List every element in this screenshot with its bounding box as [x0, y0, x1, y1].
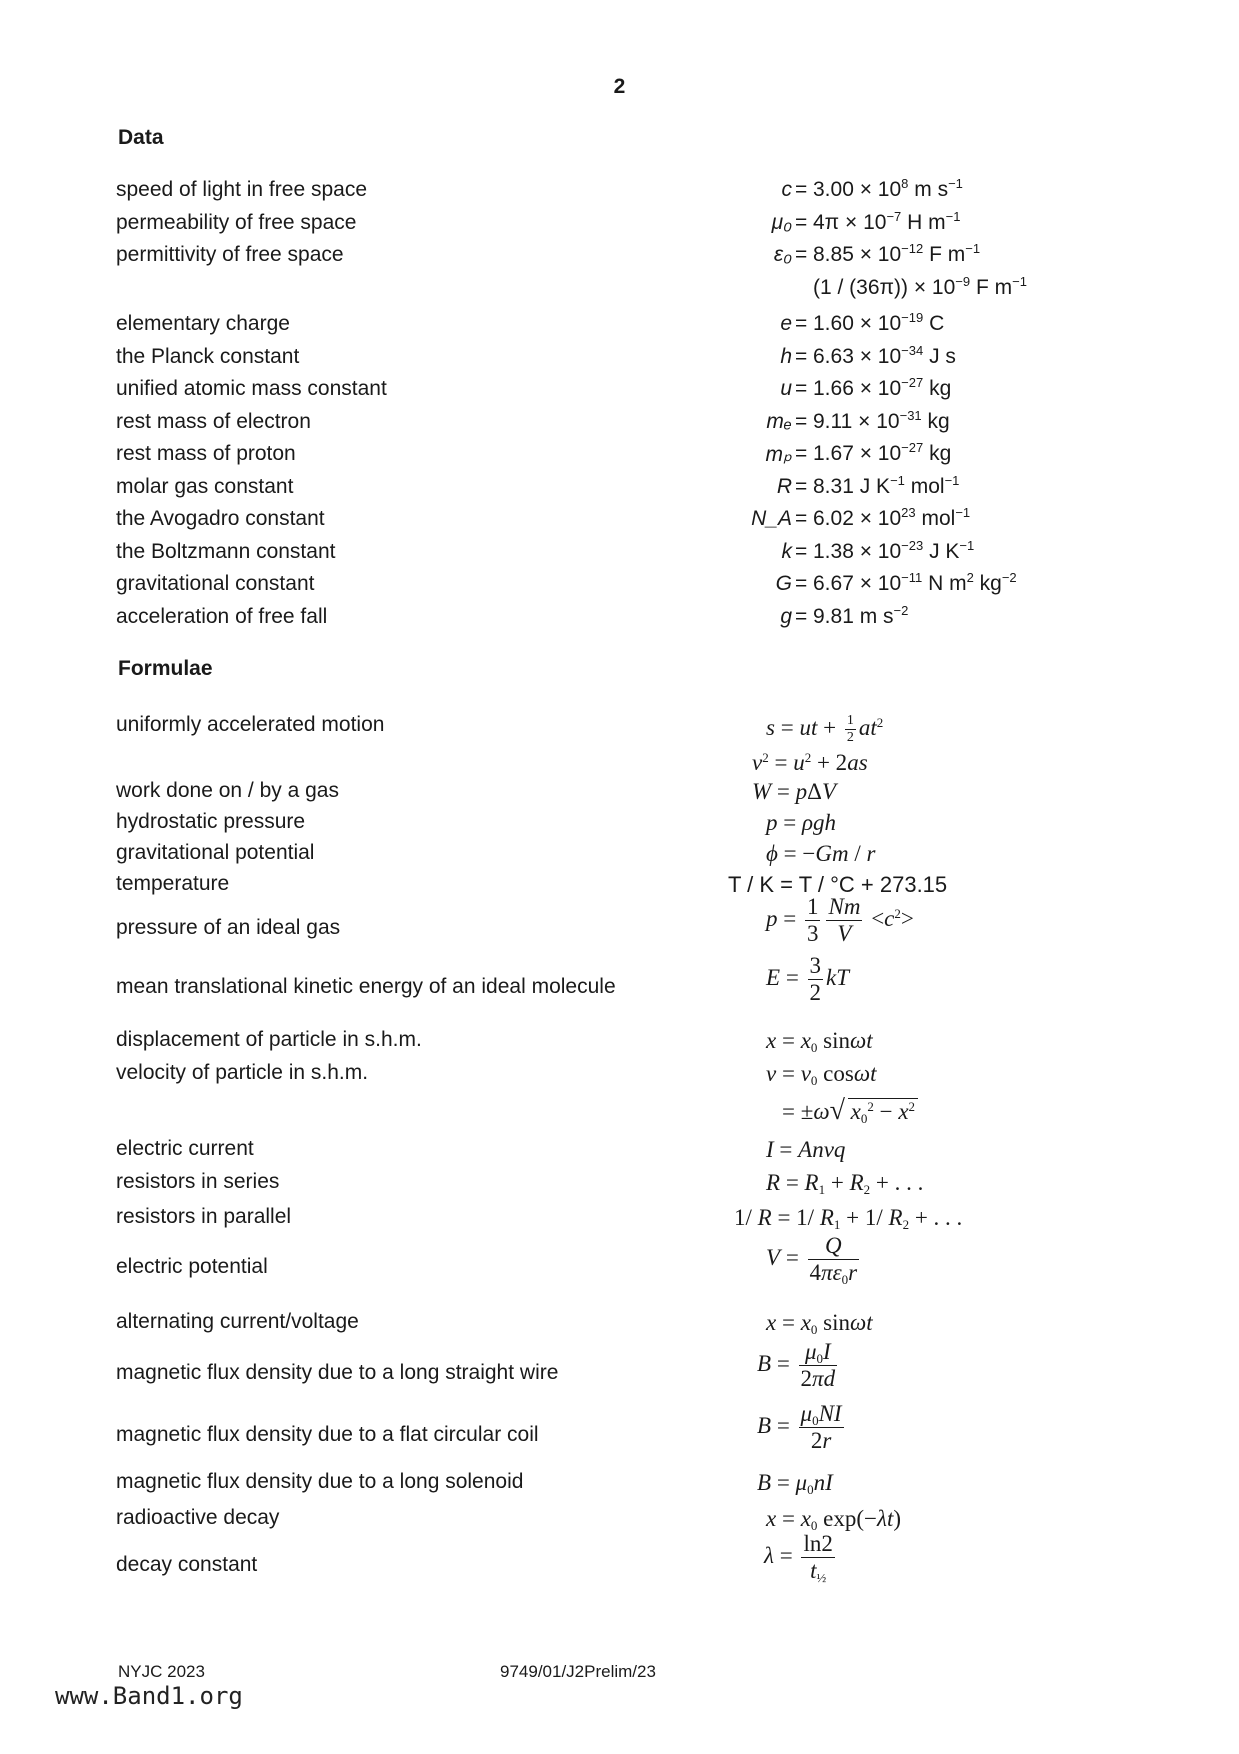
formula-label: radioactive decay — [116, 1506, 280, 1529]
formula-current: I = Anvq — [766, 1137, 846, 1162]
formula-row-hydrostatic — [0, 810, 1239, 842]
formula-row-potential — [0, 1233, 1239, 1288]
constant-symbol: e — [780, 312, 792, 335]
constant-name: permittivity of free space — [116, 243, 344, 266]
formula-row-uniform-motion — [0, 713, 1239, 745]
constant-name: elementary charge — [116, 312, 290, 335]
value-unit: kg — [923, 442, 952, 465]
constant-name: gravitational constant — [116, 572, 315, 595]
formula-parallel: 1/ R = 1/ $R_1 + 1/$ $R_2$ + . . . — [734, 1205, 963, 1232]
footer-center: 9749/01/J2Prelim/23 — [500, 1662, 656, 1681]
equals-sign: = — [795, 572, 808, 595]
formula-row-ideal-gas — [0, 894, 1239, 948]
formula-row-ac — [0, 1310, 1239, 1342]
constant-value — [813, 602, 909, 629]
formula-wire: B = $\frac{\mu_0I}{2\pi d}$ — [757, 1339, 836, 1392]
constant-value — [813, 537, 975, 564]
formula-row-series — [0, 1170, 1239, 1202]
formula-label: decay constant — [116, 1553, 258, 1576]
formula-label: magnetic flux density due to a flat circular coil — [116, 1423, 539, 1446]
constant-row — [0, 243, 1239, 275]
constant-symbol: k — [781, 539, 792, 563]
constant-name: rest mass of proton — [116, 442, 296, 465]
constant-name: speed of light in free space — [116, 178, 367, 201]
value-unit-2: kg — [973, 572, 1002, 595]
equals-sign: = — [795, 539, 808, 563]
constant-value — [813, 572, 1017, 596]
formula-label: displacement of particle in s.h.m. — [116, 1028, 422, 1051]
constant-value — [813, 312, 944, 336]
constant-row — [0, 312, 1239, 344]
constant-name: molar gas constant — [116, 474, 294, 498]
value-exponent: −23 — [901, 537, 924, 553]
value-unit: mol — [904, 474, 945, 498]
equals-sign: = — [795, 178, 808, 201]
value-mantissa: 1.67 × 10 — [813, 442, 902, 465]
formula-row-work-gas — [0, 779, 1239, 811]
constant-value — [813, 377, 951, 401]
formula-row-shm-velocity-2 — [0, 1095, 1239, 1131]
formula-radioactive: $x = x_0$ exp(−λt) — [766, 1506, 902, 1533]
constant-name: permeability of free space — [116, 210, 357, 234]
formula-label: magnetic flux density due to a long solenoid — [116, 1470, 524, 1493]
formula-decay-const: λ = $\frac{\ln 2}{t_{\frac{1}{2}}}$ — [764, 1531, 833, 1586]
value-unit: m s — [908, 178, 949, 201]
formula-series: $R = R_1 + R_2$ + . . . — [766, 1170, 924, 1197]
constant-name: the Boltzmann constant — [116, 539, 336, 563]
constant-value — [813, 472, 960, 499]
value-mantissa: 9.11 × 10 — [813, 409, 900, 433]
unit-exponent: −1 — [944, 472, 960, 488]
value-unit: N m — [922, 572, 967, 595]
formula-row-parallel — [0, 1205, 1239, 1237]
constant-row — [0, 407, 1239, 442]
formula-temperature: T / K = T / °C + 273.15 — [728, 872, 948, 897]
constant-symbol: c — [781, 178, 792, 201]
unit-exponent: −1 — [955, 505, 971, 520]
formula-label: resistors in series — [116, 1170, 280, 1193]
value-exponent: −1 — [890, 472, 905, 488]
constant-row — [0, 572, 1239, 604]
constant-value — [813, 342, 956, 369]
value-mantissa: 1.38 × 10 — [813, 539, 902, 563]
value-exponent: 8 — [901, 176, 909, 191]
constant-symbol: mₚ — [765, 443, 792, 466]
formula-shm-displacement: $x = x_0$ sinωt — [766, 1028, 873, 1055]
value-mantissa: 1.60 × 10 — [813, 312, 902, 335]
unit-2-exponent: −2 — [1001, 570, 1017, 585]
value-unit: F m — [970, 275, 1013, 299]
value-mantissa: 8.85 × 10 — [813, 243, 902, 266]
constant-name: acceleration of free fall — [116, 604, 328, 628]
constant-name: unified atomic mass constant — [116, 377, 387, 400]
constant-name: the Planck constant — [116, 344, 300, 368]
formula-label: velocity of particle in s.h.m. — [116, 1061, 369, 1084]
formula-label: hydrostatic pressure — [116, 810, 306, 833]
formula-row-coil — [0, 1401, 1239, 1455]
value-mantissa: 4π × 10 — [813, 210, 887, 234]
constant-value — [813, 407, 950, 434]
unit-exponent: −1 — [965, 241, 981, 256]
formula-row-solenoid — [0, 1470, 1239, 1502]
footer-left: NYJC 2023 — [118, 1662, 205, 1681]
formula-row-grav-potential — [0, 841, 1239, 873]
formula-suvat-1: s = ut + $\frac{1}{2}$ $at^2$ — [766, 713, 884, 746]
value-unit: C — [923, 312, 945, 335]
constant-symbol: G — [775, 572, 792, 595]
constant-symbol: μ₀ — [771, 210, 792, 234]
value-mantissa: (1 / (36π)) × 10 — [813, 275, 956, 299]
constant-name: the Avogadro constant — [116, 507, 325, 530]
equals-sign: = — [795, 604, 808, 628]
unit-exponent: 2 — [966, 570, 974, 585]
value-mantissa: 6.67 × 10 — [813, 572, 902, 595]
value-exponent: −19 — [901, 310, 924, 325]
value-mantissa: 6.02 × 10 — [813, 507, 902, 530]
value-exponent: −27 — [901, 375, 924, 390]
formula-label: work done on / by a gas — [116, 779, 339, 802]
constant-value — [813, 208, 961, 235]
constant-row — [0, 178, 1239, 210]
value-exponent: −34 — [901, 342, 924, 358]
value-mantissa: 9.81 m s — [813, 604, 894, 628]
constant-row — [0, 507, 1239, 539]
equals-sign: = — [795, 442, 808, 465]
formula-label: uniformly accelerated motion — [116, 713, 385, 736]
value-exponent: −11 — [901, 570, 923, 585]
value-unit: H m — [901, 210, 946, 234]
equals-sign: = — [795, 474, 808, 498]
formula-grav-potential: ϕ = −Gm / r — [766, 841, 876, 866]
unit-exponent: −1 — [945, 208, 961, 224]
constant-symbol: ε₀ — [773, 243, 792, 266]
formula-shm-velocity-2: = ±ω √ $x_0^2 - x^2$ — [782, 1099, 918, 1125]
constant-value — [813, 243, 980, 267]
formula-row-shm-displacement — [0, 1028, 1239, 1060]
formulae-heading: Formulae — [118, 657, 213, 680]
value-exponent: −2 — [893, 602, 909, 618]
unit-exponent: −1 — [1012, 273, 1027, 289]
formula-label: magnetic flux density due to a long straight wire — [116, 1361, 559, 1384]
constant-symbol: u — [780, 377, 792, 400]
value-unit: F m — [923, 243, 966, 266]
equals-sign: = — [795, 409, 808, 433]
value-exponent: −12 — [901, 241, 924, 256]
formula-mean-ke: E = $\frac{3}{2}$ kT — [766, 953, 850, 1006]
equals-sign: = — [795, 507, 808, 530]
formula-work-gas: W = pΔV — [752, 779, 837, 804]
formula-label: alternating current/voltage — [116, 1310, 359, 1333]
formula-row-decay-const — [0, 1531, 1239, 1586]
constant-symbol: h — [780, 344, 792, 368]
constant-name: rest mass of electron — [116, 409, 311, 433]
constant-value — [813, 273, 1027, 300]
formula-label: pressure of an ideal gas — [116, 916, 341, 939]
value-mantissa: 8.31 J K — [813, 474, 891, 498]
constant-row — [0, 208, 1239, 243]
formula-row-mean-ke — [0, 953, 1239, 1007]
equals-sign: = — [795, 210, 808, 234]
formula-row-temperature — [0, 872, 1239, 904]
constant-symbol: N_A — [751, 507, 792, 530]
formula-row-radioactive — [0, 1506, 1239, 1538]
formula-label: mean translational kinetic energy of an ideal molecule — [116, 975, 616, 998]
value-unit: kg — [921, 409, 950, 433]
formula-label: gravitational potential — [116, 841, 315, 864]
formula-solenoid: $B = \mu_0nI$ — [757, 1470, 833, 1497]
constant-row — [0, 537, 1239, 572]
formula-ac: $x = x_0$ sinωt — [766, 1310, 873, 1337]
value-unit: mol — [915, 507, 956, 530]
constant-row — [0, 342, 1239, 377]
formula-coil: B = $\frac{\mu_0NI}{2r}$ — [757, 1401, 842, 1454]
constant-value — [813, 178, 963, 202]
equals-sign: = — [795, 344, 808, 368]
value-mantissa: 6.63 × 10 — [813, 344, 902, 368]
value-exponent: 23 — [901, 505, 916, 520]
value-unit: J K — [923, 539, 960, 563]
constant-row — [0, 602, 1239, 637]
value-mantissa: 1.66 × 10 — [813, 377, 902, 400]
formula-label: electric current — [116, 1137, 254, 1160]
constant-row — [0, 442, 1239, 474]
value-exponent: −9 — [955, 273, 971, 289]
constant-row — [0, 377, 1239, 409]
unit-exponent: −1 — [948, 176, 963, 191]
equals-sign: = — [795, 243, 808, 266]
formula-ideal-gas: p = $\frac{1}{3}$ $\frac{Nm}{V}$ $<c^2>$ — [766, 894, 914, 947]
formula-label: resistors in parallel — [116, 1205, 292, 1228]
unit-exponent: −1 — [959, 537, 975, 553]
formula-row-shm-velocity — [0, 1061, 1239, 1093]
constant-row — [0, 273, 1239, 308]
constant-symbol: mₑ — [766, 409, 792, 433]
value-unit: J s — [923, 344, 956, 368]
formula-label: temperature — [116, 872, 230, 895]
formula-shm-velocity: $v = v_0$ cosωt — [766, 1061, 877, 1088]
watermark: www.Band1.org — [55, 1682, 243, 1710]
constant-value — [813, 507, 970, 531]
formula-hydrostatic: p = ρgh — [766, 810, 837, 835]
value-mantissa: 3.00 × 10 — [813, 178, 902, 201]
value-unit: kg — [923, 377, 952, 400]
formula-potential: V = $\frac{Q}{4\pi\varepsilon_0r}$ — [766, 1233, 858, 1288]
formula-suvat-2: $v^2 = u^2 + 2as$ — [752, 750, 868, 775]
constant-row — [0, 472, 1239, 507]
formula-row-current — [0, 1137, 1239, 1169]
constant-symbol: g — [780, 604, 792, 628]
page-number: 2 — [613, 75, 626, 98]
constant-value — [813, 442, 951, 466]
value-exponent: −31 — [899, 407, 922, 423]
equals-sign: = — [795, 312, 808, 335]
value-exponent: −7 — [886, 208, 902, 224]
formula-row-suvat-2 — [0, 750, 1239, 782]
equals-sign: = — [795, 377, 808, 400]
value-exponent: −27 — [901, 440, 924, 455]
formula-label: electric potential — [116, 1255, 268, 1278]
constant-symbol: R — [776, 474, 792, 498]
data-heading: Data — [118, 126, 164, 149]
formula-row-wire — [0, 1339, 1239, 1393]
